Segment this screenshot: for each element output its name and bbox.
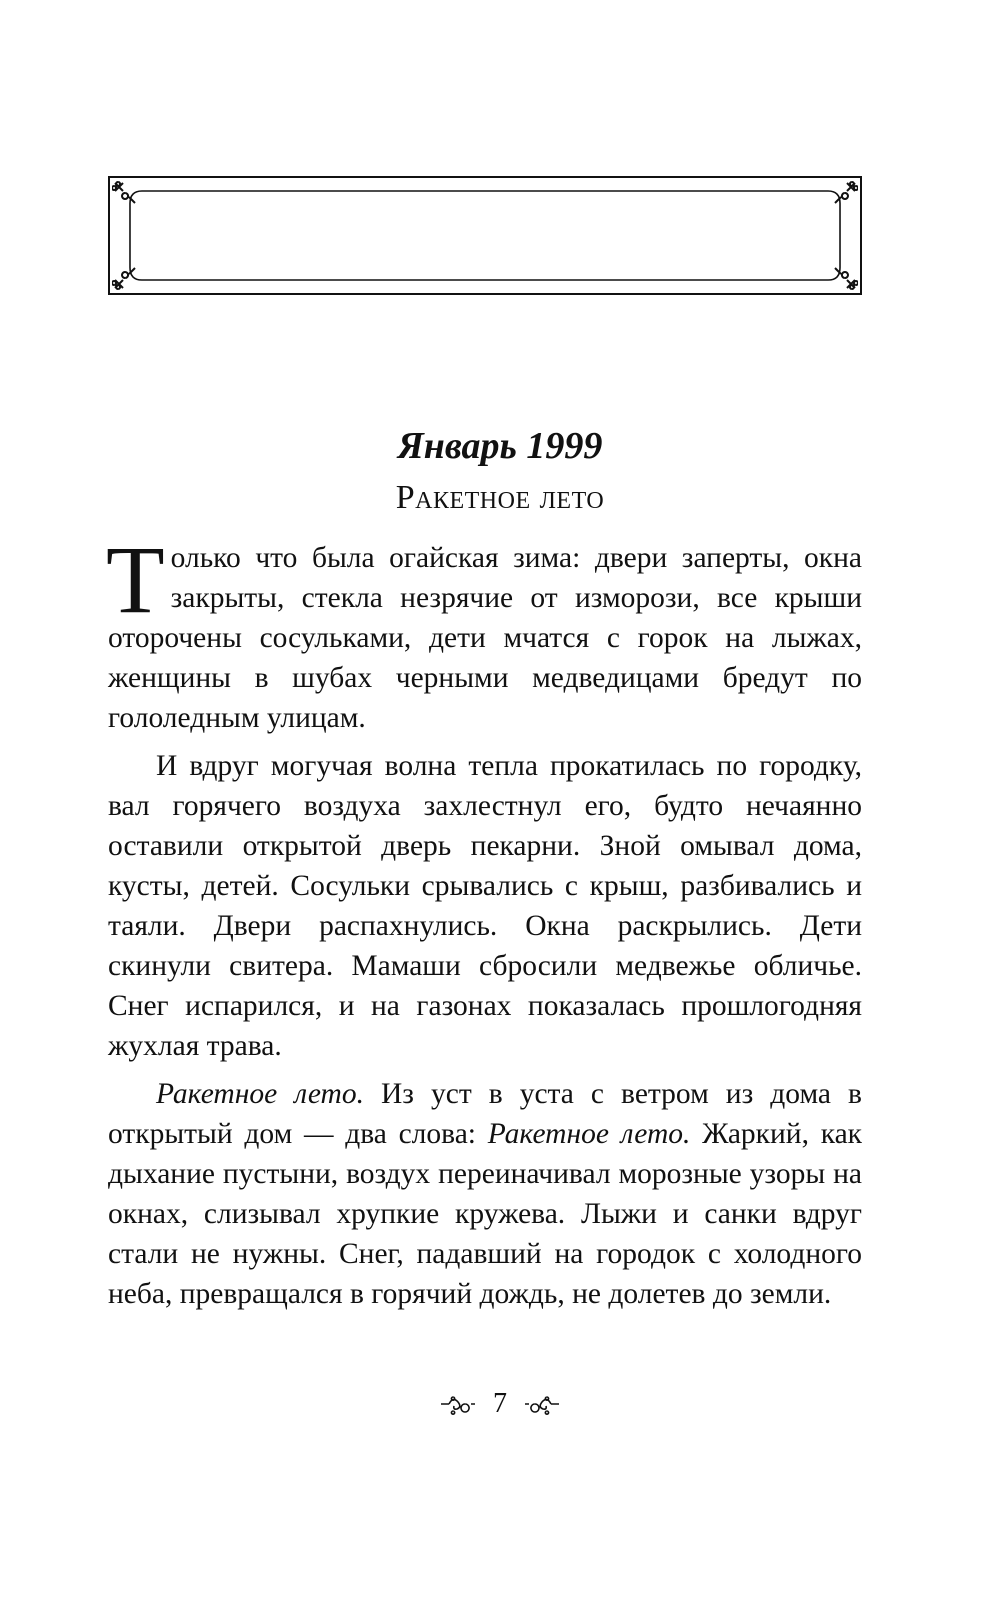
paragraph-1 (106, 526, 862, 738)
body-text (106, 526, 863, 1322)
flourish-left-icon (439, 1393, 477, 1415)
flourish-right-icon (523, 1393, 561, 1415)
chapter-title: Ракетное лето (395, 479, 605, 516)
corner-ornament-icon (832, 180, 858, 206)
page-number: 7 (493, 1388, 507, 1419)
corner-ornament-icon (832, 265, 858, 291)
decorative-frame (108, 176, 862, 295)
paragraph-3-mid: Из уст в уста с ветром из дома в открытый дом — два слова: (108, 1078, 862, 1150)
chapter-date: Январь 1999 (397, 425, 603, 467)
paragraph-2: И вдруг могучая волна тепла прокатилась по городку, вал горячего воздуха захлестнул его, будто нечаянно оставили открытой дверь пекарни. Зной омывал дома, кусты, детей. Сосульки срывались с крыш, разбивались и таяли. Двери распахнулись. Окна раскрылись. Дети скинули свитера. Мамаши сбросили медвежье обличье. Снег испарился, и на газонах показалась прошлогодняя жухлая трава. (108, 750, 862, 1062)
emphasis-rocket-summer: Ракетное лето. (156, 1078, 364, 1110)
paragraph-3-end: Жаркий, как дыхание пустыни, воздух переиначивал морозные узоры на окнах, слизывал хрупкие кружева. Лыжи и санки вдруг стали не нужны. Снег, падавший на городок с холодного неба, превращался в горячий дождь, не долетев до земли. (108, 1118, 863, 1310)
paragraph-1-text: олько что была огайская зима: двери заперты, окна закрыты, стекла незрячие от изморози, все крыши оторочены сосульками, дети мчатся с горок на лыжах, женщины в шубах черными медведицами бредут по гололедным улицам. (108, 542, 862, 734)
frame-inner-border (128, 190, 842, 281)
corner-ornament-icon (112, 265, 138, 291)
corner-ornament-icon (112, 180, 138, 206)
page-footer (0, 1388, 1000, 1420)
drop-cap: Т (106, 526, 165, 633)
paragraph-3 (108, 1074, 862, 1314)
emphasis-rocket-summer-2: Ракетное лето. (487, 1118, 691, 1150)
